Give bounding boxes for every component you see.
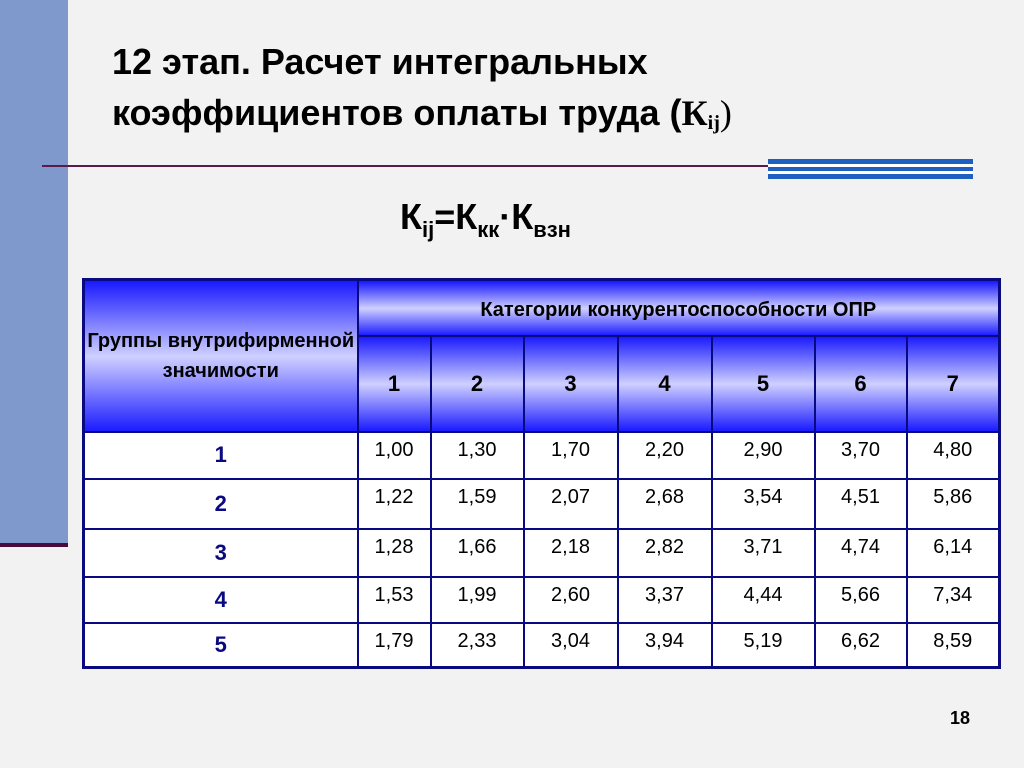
table-cell: 2,90 [712, 432, 815, 479]
table-cell: 6,14 [907, 529, 1000, 577]
group-label: 3 [84, 529, 358, 577]
formula-k3-sub: взн [533, 217, 571, 242]
table-cell: 1,28 [358, 529, 431, 577]
table-cell: 2,60 [524, 577, 618, 623]
table-cell: 3,04 [524, 623, 618, 668]
table-row [84, 479, 1000, 529]
table-cell: 4,51 [815, 479, 907, 529]
formula-mid: ·К [499, 196, 534, 237]
group-label: 4 [84, 577, 358, 623]
table-cell: 2,07 [524, 479, 618, 529]
title-k-subscript: ij [707, 112, 720, 134]
coefficient-table [82, 278, 1001, 669]
title-line-2 [112, 87, 972, 149]
table-cell: 4,74 [815, 529, 907, 577]
table-cell: 6,62 [815, 623, 907, 668]
category-col-6: 6 [815, 336, 907, 432]
formula-eq: =К [434, 196, 478, 237]
category-col-7: 7 [907, 336, 1000, 432]
table-cell: 2,33 [431, 623, 524, 668]
table-row [84, 529, 1000, 577]
table-cell: 5,86 [907, 479, 1000, 529]
table-cell: 4,80 [907, 432, 1000, 479]
table-row [84, 577, 1000, 623]
left-decor-bar [0, 0, 68, 546]
title-k-open: ( [669, 92, 682, 133]
category-col-5: 5 [712, 336, 815, 432]
table-cell: 5,66 [815, 577, 907, 623]
table-cell: 2,68 [618, 479, 712, 529]
slide-title [112, 36, 972, 149]
table-cell: 1,59 [431, 479, 524, 529]
group-label: 5 [84, 623, 358, 668]
left-decor-rule [0, 543, 68, 547]
table-cell: 2,20 [618, 432, 712, 479]
formula-k1: К [400, 196, 422, 237]
table-cell: 2,82 [618, 529, 712, 577]
row-header-cell: Группы внутрифирменной значимости [84, 280, 358, 432]
table-cell: 1,53 [358, 577, 431, 623]
page-number: 18 [949, 708, 970, 728]
table-cell: 1,70 [524, 432, 618, 479]
table-row [84, 623, 1000, 668]
group-label: 2 [84, 479, 358, 529]
category-col-3: 3 [524, 336, 618, 432]
formula [400, 196, 680, 243]
table-cell: 1,66 [431, 529, 524, 577]
title-line-2-text: коэффициентов оплаты труда [112, 92, 660, 133]
table-cell: 5,19 [712, 623, 815, 668]
table-cell: 3,94 [618, 623, 712, 668]
table-cell: 1,99 [431, 577, 524, 623]
table-cell: 1,79 [358, 623, 431, 668]
table-cell: 3,37 [618, 577, 712, 623]
title-k-letter: К [681, 93, 708, 133]
title-accent-stripes [768, 159, 973, 179]
title-divider [42, 165, 772, 167]
category-col-2: 2 [431, 336, 524, 432]
category-header-cell: Категории конкурентоспособности ОПР [358, 280, 1000, 336]
table-cell: 1,22 [358, 479, 431, 529]
table-cell: 2,18 [524, 529, 618, 577]
title-k-symbol [682, 93, 720, 133]
table-cell: 1,30 [431, 432, 524, 479]
table-cell: 3,71 [712, 529, 815, 577]
table-cell: 3,54 [712, 479, 815, 529]
table-cell: 1,00 [358, 432, 431, 479]
table-cell: 4,44 [712, 577, 815, 623]
table-cell: 3,70 [815, 432, 907, 479]
table-row [84, 432, 1000, 479]
formula-k1-sub: ij [421, 217, 435, 242]
title-k-close: ) [719, 93, 732, 133]
category-col-4: 4 [618, 336, 712, 432]
group-label: 1 [84, 432, 358, 479]
table-cell: 7,34 [907, 577, 1000, 623]
table-cell: 8,59 [907, 623, 1000, 668]
formula-k2-sub: кк [477, 217, 500, 242]
category-col-1: 1 [358, 336, 431, 432]
title-line-1: 12 этап. Расчет интегральных [112, 41, 648, 82]
